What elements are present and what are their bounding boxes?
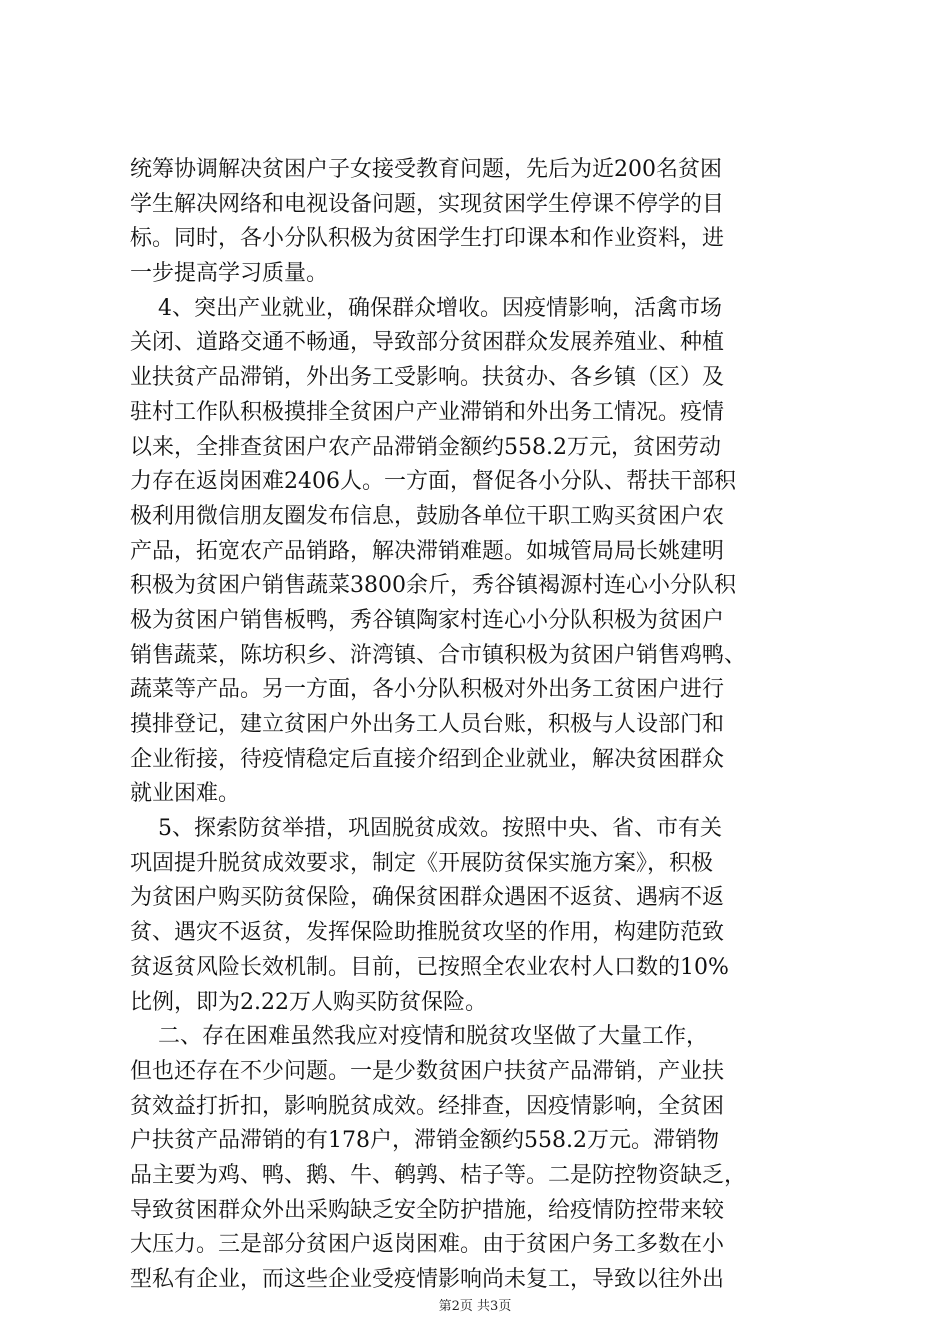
- text-line: 销售蔬菜，陈坊积乡、浒湾镇、合市镇积极为贫困户销售鸡鸭、: [130, 642, 747, 668]
- text-line: 企业衔接，待疫情稳定后直接介绍到企业就业，解决贫困群众: [130, 746, 725, 772]
- text-line: 型私有企业，而这些企业受疫情影响尚未复工，导致以往外出: [130, 1267, 725, 1292]
- text-line: 标。同时，各小分队积极为贫困学生打印课本和作业资料，进: [130, 226, 725, 252]
- text-line: 品主要为鸡、鸭、鹅、牛、鹌鹑、桔子等。二是防控物资缺乏，: [130, 1162, 747, 1188]
- text-line: 统筹协调解决贫困户子女接受教育问题，先后为近200名贫困: [130, 157, 722, 182]
- text-line: 蔬菜等产品。另一方面，各小分队积极对外出务工贫困户进行: [130, 677, 725, 703]
- text-line: 二、存在困难虽然我应对疫情和脱贫攻坚做了大量工作，: [130, 1024, 708, 1050]
- text-line: 5、探索防贫举措，巩固脱贫成效。按照中央、省、市有关: [130, 816, 722, 842]
- text-line: 极利用微信朋友圈发布信息，鼓励各单位干职工购买贫困户农: [130, 503, 725, 529]
- text-line: 4、突出产业就业，确保群众增收。因疫情影响，活禽市场: [130, 295, 722, 321]
- text-line: 极为贫困户销售板鸭，秀谷镇陶家村连心小分队积极为贫困户: [130, 607, 725, 633]
- text-line: 产品，拓宽农产品销路，解决滞销难题。如城管局局长姚建明: [130, 538, 725, 564]
- body-text: [130, 153, 830, 1298]
- page-number: 第2页 共3页: [438, 1299, 512, 1314]
- text-line: 大压力。三是部分贫困户返岗困难。由于贫困户务工多数在小: [130, 1232, 725, 1258]
- text-line: 以来，全排查贫困户农产品滞销金额约558.2万元，贫困劳动: [130, 434, 721, 460]
- text-line: 学生解决网络和电视设备问题，实现贫困学生停课不停学的目: [130, 191, 725, 217]
- text-line: 贫返贫风险长效机制。目前，已按照全农业农村人口数的10%: [130, 954, 729, 980]
- text-line: 但也还存在不少问题。一是少数贫困户扶贫产品滞销，产业扶: [130, 1058, 725, 1084]
- text-line: 户扶贫产品滞销的有178户，滞销金额约558.2万元。滞销物: [130, 1128, 719, 1154]
- text-line: 力存在返岗困难2406人。一方面，督促各小分队、帮扶干部积: [130, 469, 736, 495]
- text-line: 就业困难。: [130, 781, 241, 807]
- text-line: 贫效益打折扣，影响脱贫成效。经排查，因疫情影响，全贫困: [130, 1093, 725, 1119]
- text-line: 一步提高学习质量。: [130, 261, 329, 287]
- text-line: 关闭、道路交通不畅通，导致部分贫困群众发展养殖业、种植: [130, 330, 725, 356]
- text-line: 驻村工作队积极摸排全贫困户产业滞销和外出务工情况。疫情: [130, 399, 725, 425]
- text-line: 导致贫困群众外出采购缺乏安全防护措施，给疫情防控带来较: [130, 1197, 725, 1223]
- text-line: 为贫困户购买防贫保险，确保贫困群众遇困不返贫、遇病不返: [130, 885, 725, 911]
- text-line: 贫、遇灾不返贫，发挥保险助推脱贫攻坚的作用，构建防范致: [130, 920, 725, 946]
- text-line: 比例，即为2.22万人购买防贫保险。: [130, 989, 487, 1015]
- text-line: 摸排登记，建立贫困户外出务工人员台账，积极与人设部门和: [130, 712, 725, 737]
- text-line: 积极为贫困户销售蔬菜3800余斤，秀谷镇褐源村连心小分队积: [130, 573, 736, 599]
- text-line: 业扶贫产品滞销，外出务工受影响。扶贫办、各乡镇（区）及: [130, 365, 725, 391]
- page-footer: [0, 1298, 950, 1316]
- text-line: 巩固提升脱贫成效要求，制定《开展防贫保实施方案》，积极: [130, 850, 714, 876]
